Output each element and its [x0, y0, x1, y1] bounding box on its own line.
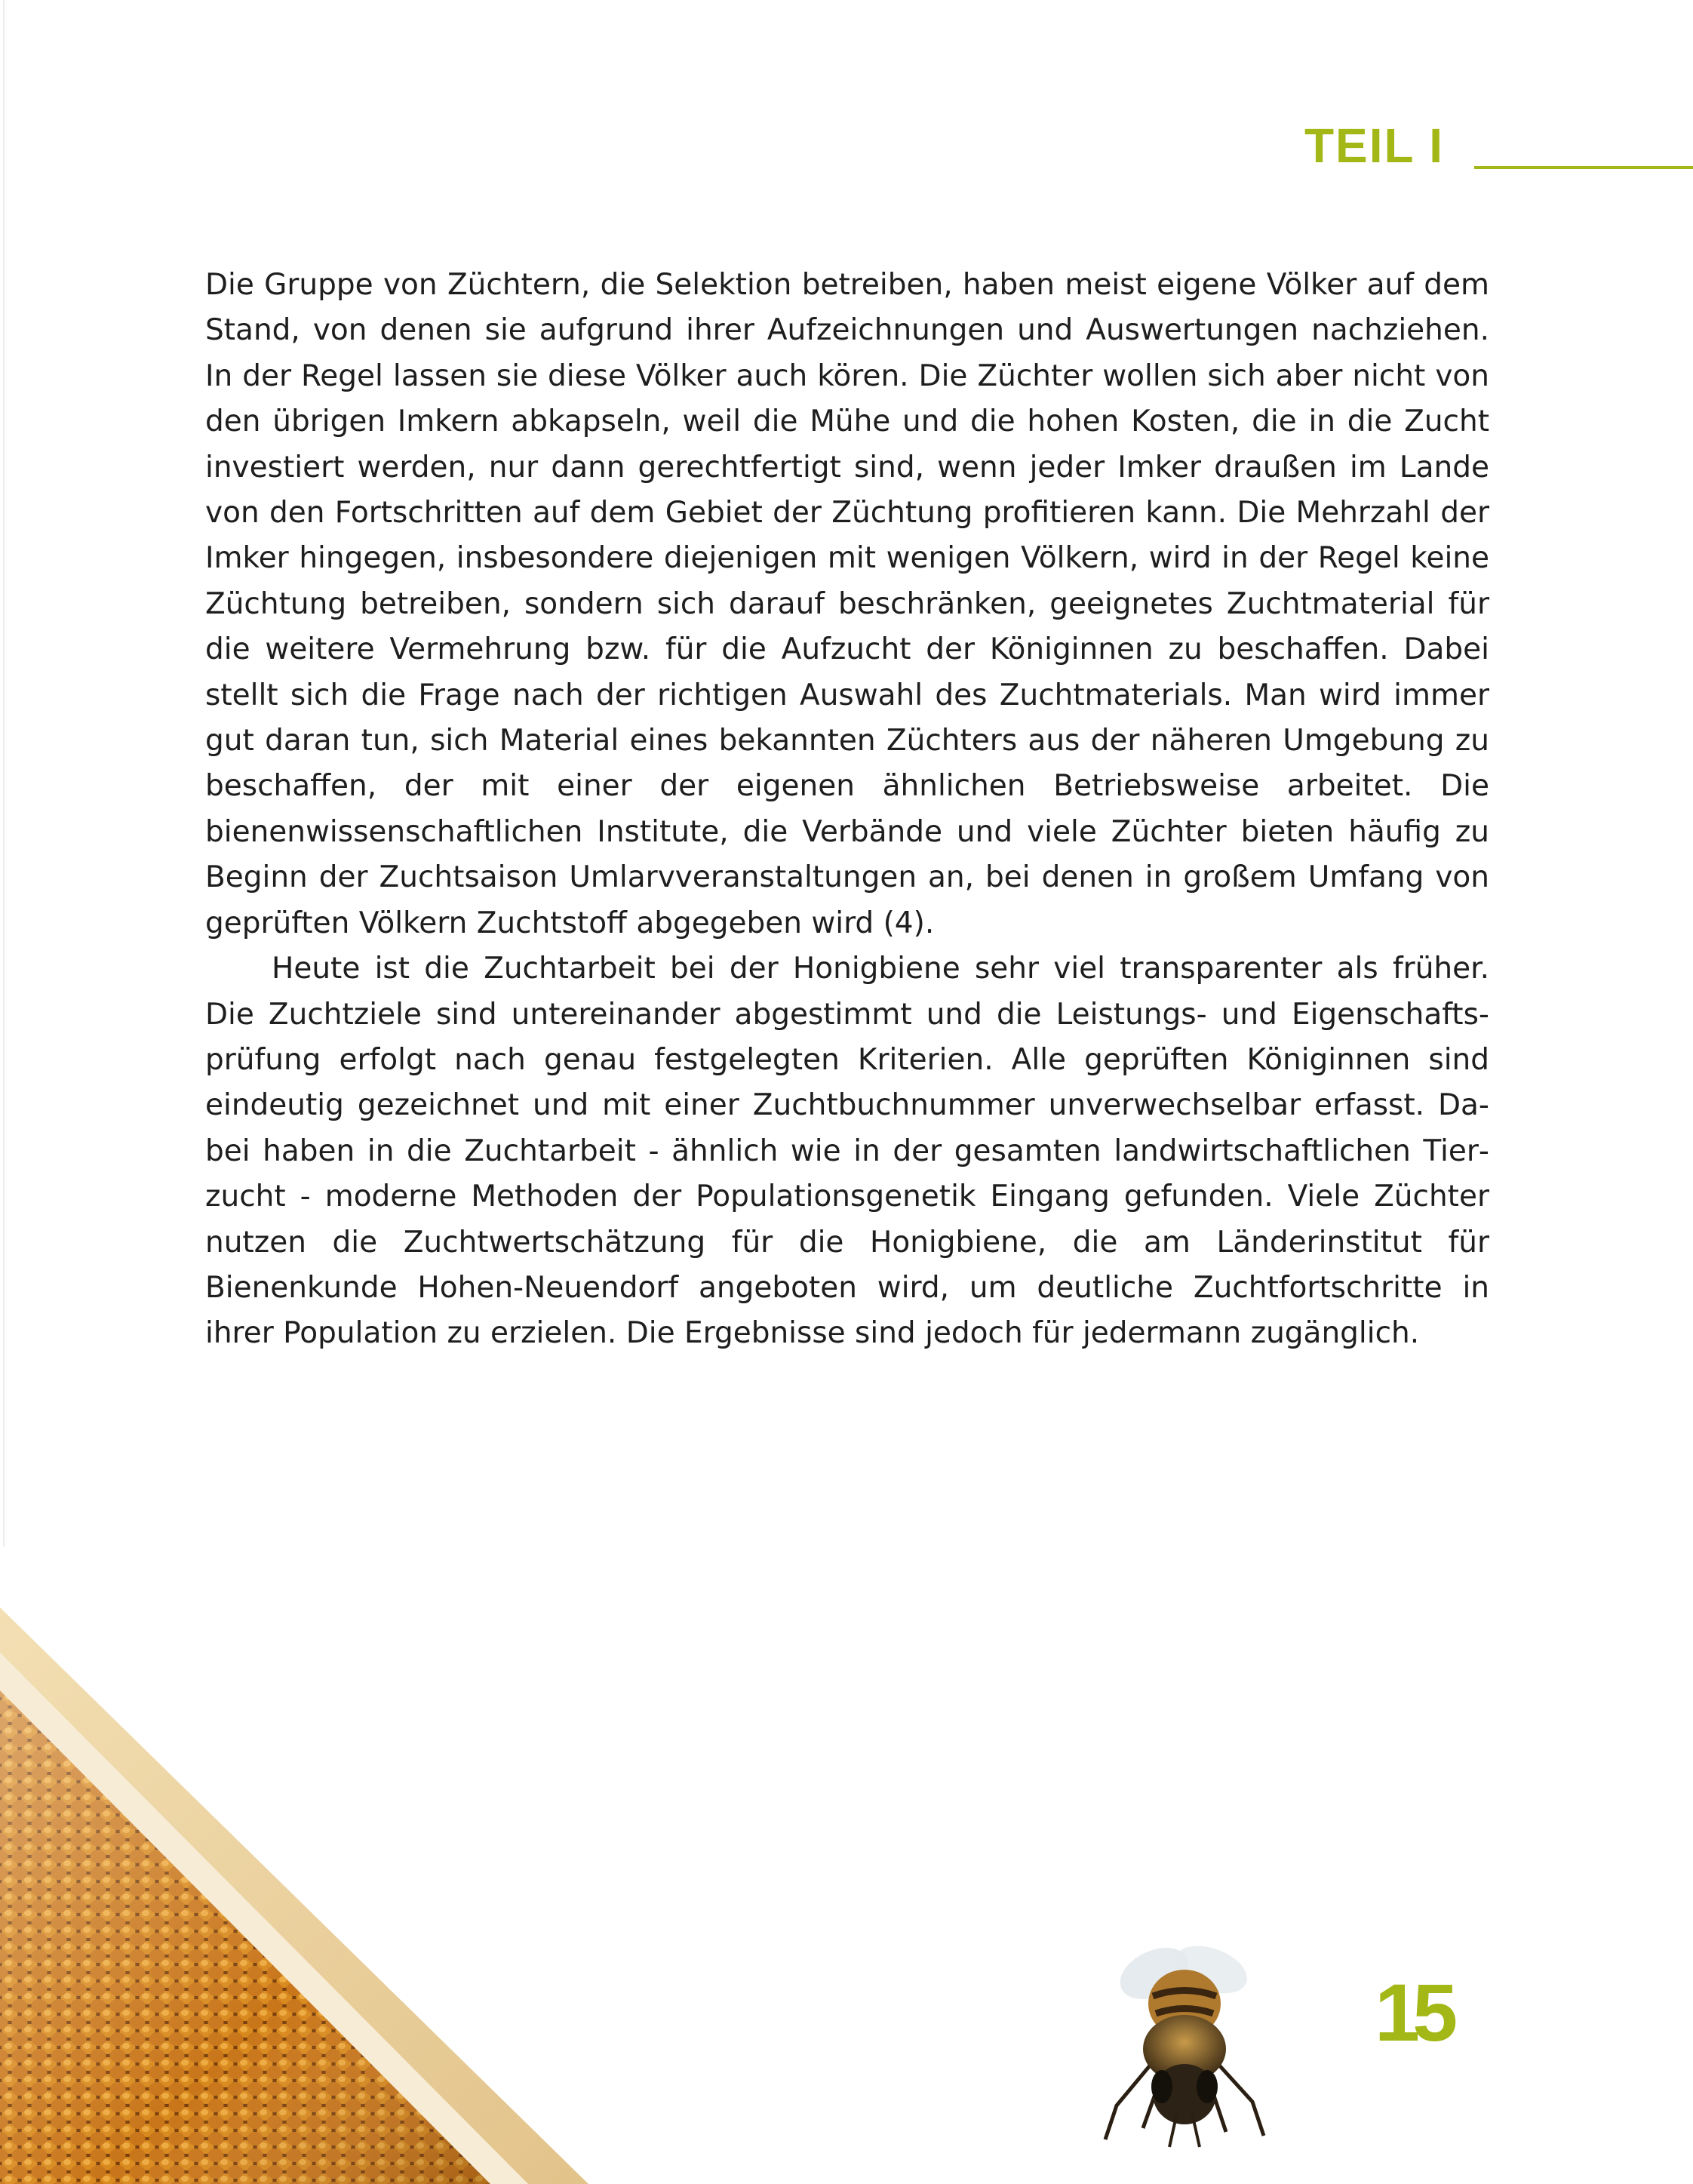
bee-image — [1071, 1932, 1298, 2158]
chapter-title: TEIL I — [1304, 118, 1444, 173]
honeycomb-image — [0, 1607, 588, 2184]
paragraph-1: Die Gruppe von Züchtern, die Selektion betreiben, haben meist eigene Völker auf dem Stand, von denen sie aufgrund ihrer Aufzeichnungen und Auswertungen nachziehen. In der Regel lassen sie diese Völker auch kören. Die Züchter wollen sich aber nicht von den übrigen Imkern abkapseln, weil die Mühe und die hohen Kosten, die in die Zucht investiert werden, nur dann gerechtfertigt sind, wenn jeder Imker draußen im Lande von den Fortschritten auf dem Gebiet der Züchtung profitieren kann. Die Mehrzahl der Imker hingegen, insbesondere diejenigen mit wenigen Völkern, wird in der Regel keine Züchtung betreiben, sondern sich darauf beschränken, geeignetes Zuchtmaterial für die weitere Vermehrung bzw. für die Aufzucht der Königinnen zu beschaffen. Dabei stellt sich die Frage nach der richtigen Auswahl des Zuchtmaterials. Man wird immer gut daran tun, sich Material eines bekannten Züchters aus der näheren Umgebung zu beschaffen, der mit einer der eigenen ähnlichen Betriebsweise arbeitet. Die bienenwissenschaftlichen Institute, die Verbände und viele Züchter bieten häufig zu Beginn der Zuchtsaison Umlarvveranstaltungen an, bei denen in großem Umfang von geprüften Völkern Zuchtstoff abgegeben wird (4). — [205, 268, 1489, 940]
page-edge-line — [3, 0, 5, 1547]
chapter-header — [1301, 112, 1693, 180]
header-rule — [1474, 166, 1693, 169]
paragraph-2: Heute ist die Zuchtarbeit bei der Honigbiene sehr viel transparenter als früher. Die Zuchtziele sind untereinander abgestimmt und die Leistungs- und Eigenschaftsprüfung erfolgt nach genau festgelegten Kriterien. Alle geprüften Königinnen sind eindeutig gezeichnet und mit einer Zuchtbuchnummer unverwechselbar erfasst. Dabei haben in die Zuchtarbeit - ähnlich wie in der gesamten landwirtschaftlichen Tierzucht - moderne Methoden der Populationsgenetik Eingang gefunden. Viele Züchter nutzen die Zuchtwertschätzung für die Honigbiene, die am Länderinstitut für Bienenkunde Hohen-Neuendorf angeboten wird, um deutliche Zuchtfortschritte in ihrer Population zu erzielen. Die Ergebnisse sind jedoch für jedermann zugänglich. — [205, 952, 1489, 1351]
body-text — [205, 263, 1489, 1357]
page-number: 15 — [1375, 1967, 1451, 2058]
